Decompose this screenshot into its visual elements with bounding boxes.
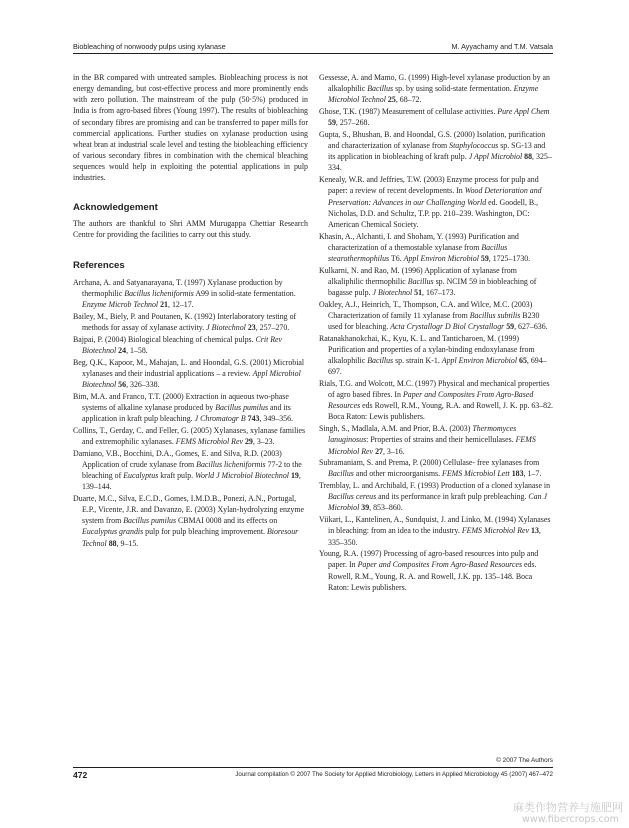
reference-text: pulp for pulp bleaching improvement. bbox=[143, 527, 267, 537]
watermark-chinese: 麻类作物营养与施肥网 bbox=[513, 801, 623, 814]
reference-italic-text: FEMS Microbiol Rev bbox=[461, 526, 530, 536]
reference-text: Archana, A. and Satyanarayana, T. (1997) Xylanase production by thermophilic bbox=[73, 277, 283, 299]
reference-text: and its application in kraft pulp bleaching. bbox=[82, 402, 291, 424]
reference-entry bbox=[319, 231, 554, 264]
reference-italic-text: J Chromatogr B bbox=[194, 414, 246, 424]
reference-italic-text: Bacillus licheniformis bbox=[196, 459, 266, 469]
reference-italic-text: Bioresour Technol bbox=[82, 527, 299, 548]
reference-entry bbox=[73, 277, 308, 310]
reference-entry bbox=[319, 174, 554, 230]
reference-volume: 65 bbox=[519, 356, 527, 366]
reference-volume: 88 bbox=[524, 152, 533, 162]
reference-text: T6. bbox=[389, 253, 404, 263]
acknowledgement-text: The authors are thankful to Shri AMM Murugappa Chettiar Research Centre for providing the facilities to carry out this study. bbox=[73, 218, 308, 239]
running-header-authors: M. Ayyachamy and T.M. Vatsala bbox=[451, 42, 553, 51]
reference-italic-text: Can J Microbiol bbox=[328, 492, 548, 513]
reference-italic-text: Bacillus bbox=[367, 84, 394, 94]
reference-text: , 1–7. bbox=[523, 469, 542, 479]
reference-italic-text: Bacillus licheniformis bbox=[124, 289, 194, 299]
reference-text: , 694–697. bbox=[328, 356, 547, 377]
reference-text: , 1725–1730. bbox=[488, 253, 531, 263]
reference-volume: 29 bbox=[244, 437, 253, 447]
reference-volume: 24 bbox=[118, 346, 127, 355]
reference-entry bbox=[319, 333, 554, 378]
reference-text: sp. SG-13 and its application in biobleaching of kraft pulp. bbox=[328, 141, 546, 162]
reference-text: sp. strain K-1. bbox=[393, 356, 442, 366]
reference-list-right bbox=[319, 72, 554, 593]
reference-volume: 21 bbox=[160, 300, 168, 310]
reference-text: Subramaniam, S. and Prema, P. (2000) Cellulase- free xylanases from bbox=[319, 458, 540, 468]
reference-text: Kenealy, W.R. and Jeffries, T.W. (2003) Enzyme process for pulp and paper: a review of recent developments. In bbox=[319, 175, 539, 196]
reference-text: Tremblay, L. and Archibald, F. (1993) Production of a cloned xylanase in bbox=[319, 481, 551, 491]
reference-italic-text: J Appl Microbiol bbox=[468, 152, 523, 162]
reference-text: 77-2 to the bleaching of bbox=[82, 459, 302, 481]
reference-text: , 853–860. bbox=[369, 503, 403, 513]
reference-italic-text: Enzyme Microb Technol bbox=[82, 300, 159, 310]
reference-text: , 139–144. bbox=[82, 471, 301, 492]
copyright-line: © 2007 The Authors bbox=[496, 757, 553, 764]
reference-text: Bajpai, P. (2004) Biological bleaching of chemical pulps. bbox=[73, 334, 256, 344]
reference-text: : Properties of strains and their hemicellulases. bbox=[366, 435, 516, 445]
reference-text: , 1–58. bbox=[126, 346, 148, 355]
reference-text: , 349–356. bbox=[259, 414, 294, 424]
reference-volume: 59 bbox=[506, 322, 515, 331]
reference-text: CBMAI 0008 and its effects on bbox=[176, 516, 278, 526]
reference-volume: 56 bbox=[118, 380, 127, 390]
reference-text: Young, R.A. (1997) Processing of agro-based resources into pulp and paper. In bbox=[319, 549, 539, 570]
reference-list-left bbox=[73, 277, 308, 549]
reference-text: Kulkarni, N. and Rao, M. (1996) Application of xylanase from alkaliphilic thermophilic bbox=[319, 265, 517, 286]
reference-italic-text: J Biotechnol bbox=[206, 323, 246, 333]
acknowledgement-heading: Acknowledgement bbox=[73, 201, 158, 213]
reference-text: and its performance in kraft pulp prebleaching. bbox=[376, 492, 529, 502]
reference-entry bbox=[319, 378, 554, 423]
reference-text: Duarte, M.C., Silva, E.C.D., Gomes, I.M.D.B., Ponezi, A.N., Portugal, E.P., Vicente, J.R. and Davanzo, E. (2003) Xylan-hydrolyzing enzyme system from bbox=[73, 494, 305, 526]
reference-italic-text: Bacillus bbox=[367, 356, 394, 366]
right-column bbox=[319, 72, 554, 594]
reference-text: sp. by using solid-state fermentation. bbox=[393, 84, 514, 94]
reference-text: A99 in solid-state fermentation. bbox=[193, 289, 296, 299]
reference-text: Gupta, S., Bhushan, B. and Hoondal, G.S. (2000) Isolation, purification and characterization of xylanase from bbox=[319, 129, 546, 151]
reference-italic-text: FEMS Microbiol Rev bbox=[328, 435, 536, 456]
reference-volume: 25 bbox=[387, 95, 396, 105]
reference-text: , 326–338. bbox=[126, 380, 160, 390]
reference-entry bbox=[319, 265, 554, 298]
reference-entry bbox=[319, 72, 554, 105]
reference-text: , 3–16. bbox=[382, 446, 405, 456]
reference-text: eds. Rowell, R.M., Young, R. A. and Rowell, J.K. pp. 135–148. Boca Raton: Lewis publishers. bbox=[328, 560, 537, 592]
reference-volume: 23 bbox=[247, 323, 256, 333]
reference-text: , 257–268. bbox=[335, 118, 370, 128]
reference-text: Oakley, A.J., Heinrich, T., Thompson, C.A. and Wilce, M.C. (2003) Characterization of family 11 xylanase from bbox=[319, 299, 533, 320]
reference-italic-text: Bacillus pumilus bbox=[215, 402, 269, 412]
reference-text: , 335–350. bbox=[328, 526, 541, 547]
intro-paragraph: in the BR compared with untreated samples. Biobleaching process is not energy demanding, but cost-effective process and more prominently ends with zero pollution. The mainstream of the pulp (50·5%) produced in India is from agro-based fibres (Young 1997). The results of biobleaching of secondary fibres are promising and can be transferred to paper mills for commercial applications. Further studies on xylanase production using wheat bran at industrial scale level and testing the biobleaching efficiency of various secondary fibres in combination with the chemical bleaching sequences would help in exploiting the potential applications in pulp industries. bbox=[73, 73, 308, 183]
reference-text: Singh, S., Madlala, A.M. and Prior, B.A. (2003) bbox=[319, 424, 473, 434]
reference-text: Collins, T., Gerday, C. and Feller, G. (2005) Xylanases, xylanase families and extremophilic xylanases. bbox=[73, 425, 306, 447]
reference-text: Bim, M.A. and Franco, T.T. (2000) Extraction in aqueous two-phase systems of alkaline xylanase produced by bbox=[73, 391, 289, 412]
reference-italic-text: Crit Rev Biotechnol bbox=[82, 334, 283, 355]
reference-italic-text: FEMS Microbiol Lett bbox=[442, 469, 510, 479]
reference-volume: 743 bbox=[247, 414, 260, 424]
reference-volume: 27 bbox=[375, 446, 383, 456]
reference-text: , 68–72. bbox=[395, 95, 422, 105]
reference-entry bbox=[73, 493, 308, 549]
reference-text: , 9–15. bbox=[116, 538, 139, 548]
reference-volume: 183 bbox=[511, 469, 524, 479]
reference-volume: 88 bbox=[108, 538, 117, 548]
reference-italic-text: Appl Environ Microbiol bbox=[403, 253, 479, 263]
reference-text: Ghose, T.K. (1987) Measurement of cellulase activities. bbox=[319, 107, 498, 117]
reference-entry bbox=[73, 311, 308, 333]
reference-italic-text: Bacillus bbox=[407, 276, 434, 286]
reference-italic-text: Wood Deterioration and Preservation: Advances in our Challenging World bbox=[328, 186, 542, 207]
journal-citation: Journal compilation © 2007 The Society for Applied Microbiology, Letters in Applied Microbiology 45 (2007) 467–472 bbox=[235, 771, 553, 778]
reference-italic-text: Enzyme Microbiol Technol bbox=[328, 84, 539, 105]
reference-volume: 59 bbox=[480, 253, 489, 263]
reference-entry bbox=[319, 423, 554, 456]
running-header-title: Biobleaching of nonwoody pulps using xylanase bbox=[73, 42, 226, 51]
reference-italic-text: Appl Environ Microbiol bbox=[441, 356, 518, 366]
reference-text: Ratanakhanokchai, K., Kyu, K. L. and Tanticharoen, M. (1999) Purification and properties of a xylan-binding endoxylanase from alkalophilic bbox=[319, 333, 535, 366]
reference-italic-text: Bacillus stearothermophilus bbox=[328, 242, 508, 263]
reference-entry bbox=[319, 480, 554, 513]
reference-italic-text: Appl Microbiol Biotechnol bbox=[82, 368, 301, 390]
reference-italic-text: Eucalyptus grandis bbox=[82, 527, 144, 537]
reference-text: Viikari, L., Kantelinen, A., Sundquist, J. and Linko, M. (1994) Xylanases in bleaching: from an idea to the industry. bbox=[319, 515, 551, 536]
header-rule bbox=[73, 53, 553, 54]
reference-text: , 12–17. bbox=[168, 300, 194, 310]
reference-entry bbox=[73, 391, 308, 424]
reference-italic-text: Bacillus cereus bbox=[328, 492, 377, 502]
reference-text: Beg, Q.K., Kapoor, M., Mahajan, L. and Hoondal, G.S. (2001) Microbial xylanases and their industrial applications – a review. bbox=[73, 357, 305, 378]
reference-italic-text: Bacillus pumilus bbox=[123, 516, 177, 526]
reference-text: Damiano, V.B., Bocchini, D.A., Gomes, E. and Silva, R.D. (2003) Application of crude xylanase from bbox=[73, 448, 282, 469]
reference-volume: 19 bbox=[290, 471, 299, 481]
reference-text: and other microorganisms. bbox=[353, 469, 443, 479]
reference-italic-text: Thermomyces lanuginosus bbox=[328, 424, 517, 445]
reference-text: Gessesse, A. and Mamo, G. (1999) High-level xylanase production by an alkalophilic bbox=[319, 73, 550, 94]
reference-text: ed. Goodell, B., Nicholas, D.D. and Schultz, T.P. pp. 210–239. Washington, DC: American Chemical Society. bbox=[328, 197, 539, 229]
reference-entry bbox=[319, 514, 554, 547]
reference-text: , 167–173. bbox=[422, 287, 456, 297]
reference-entry bbox=[319, 106, 554, 128]
reference-italic-text: Eucalyptus bbox=[123, 471, 159, 481]
footer-rule bbox=[73, 767, 553, 768]
reference-text: eds Rowell, R.M., Young, R.A. and Rowell, J. K. pp. 63–82. Boca Raton: Lewis publishers. bbox=[328, 401, 554, 422]
reference-volume: 59 bbox=[328, 118, 336, 128]
reference-italic-text: Staphylococcus bbox=[449, 141, 499, 151]
reference-entry bbox=[319, 299, 554, 332]
reference-entry bbox=[319, 548, 554, 593]
reference-entry bbox=[73, 334, 308, 356]
reference-volume: 39 bbox=[361, 503, 370, 513]
reference-text: , 627–636. bbox=[514, 322, 548, 331]
reference-italic-text: FEMS Microbiol Rev bbox=[175, 437, 243, 447]
reference-entry bbox=[73, 425, 308, 447]
reference-italic-text: Acta Crystallogr D Biol Crystallogr bbox=[390, 322, 505, 331]
page-number: 472 bbox=[73, 770, 88, 780]
reference-italic-text: World J Microbiol Biotechnol bbox=[195, 471, 289, 481]
reference-volume: 51 bbox=[414, 287, 423, 297]
reference-text: , 3–23. bbox=[252, 437, 275, 447]
reference-text: Khasin, A., Alchanti, I. and Shoham, Y. (1993) Purification and characterization of a themostable xylanase from bbox=[319, 231, 519, 252]
reference-entry bbox=[319, 129, 554, 174]
reference-entry bbox=[73, 357, 308, 390]
reference-italic-text: J Biotechnol bbox=[372, 287, 413, 297]
left-column bbox=[73, 72, 308, 549]
reference-italic-text: Pure Appl Chem bbox=[497, 107, 550, 117]
reference-italic-text: Bacillus bbox=[328, 469, 354, 479]
reference-entry bbox=[73, 448, 308, 493]
reference-text: , 257–270. bbox=[255, 323, 290, 333]
reference-text: sp. NCIM 59 in biobleaching of bagasse pulp. bbox=[328, 276, 537, 297]
reference-text: Rials, T.G. and Wolcott, M.C. (1997) Physical and mechanical properties of agro based fibres. In bbox=[319, 378, 550, 400]
reference-text: kraft pulp. bbox=[158, 471, 196, 481]
reference-italic-text: Paper and Composites From Agro-Based Resources bbox=[357, 560, 523, 570]
reference-entry bbox=[319, 457, 554, 479]
reference-italic-text: Bacillus subtilis bbox=[469, 310, 521, 320]
reference-text: , 325–334. bbox=[328, 152, 552, 173]
references-heading: References bbox=[73, 259, 125, 271]
reference-italic-text: Paper and Composites From Agro-Based Resources bbox=[328, 390, 534, 411]
reference-text: Bailey, M., Biely, P. and Poutanen, K. (1992) Interlaboratory testing of methods for assay of xylanase activity. bbox=[73, 311, 297, 333]
reference-text: B230 used for bleaching. bbox=[328, 310, 540, 331]
watermark-url: www.fibercrops.com bbox=[522, 814, 619, 825]
reference-volume: 13 bbox=[531, 526, 539, 536]
